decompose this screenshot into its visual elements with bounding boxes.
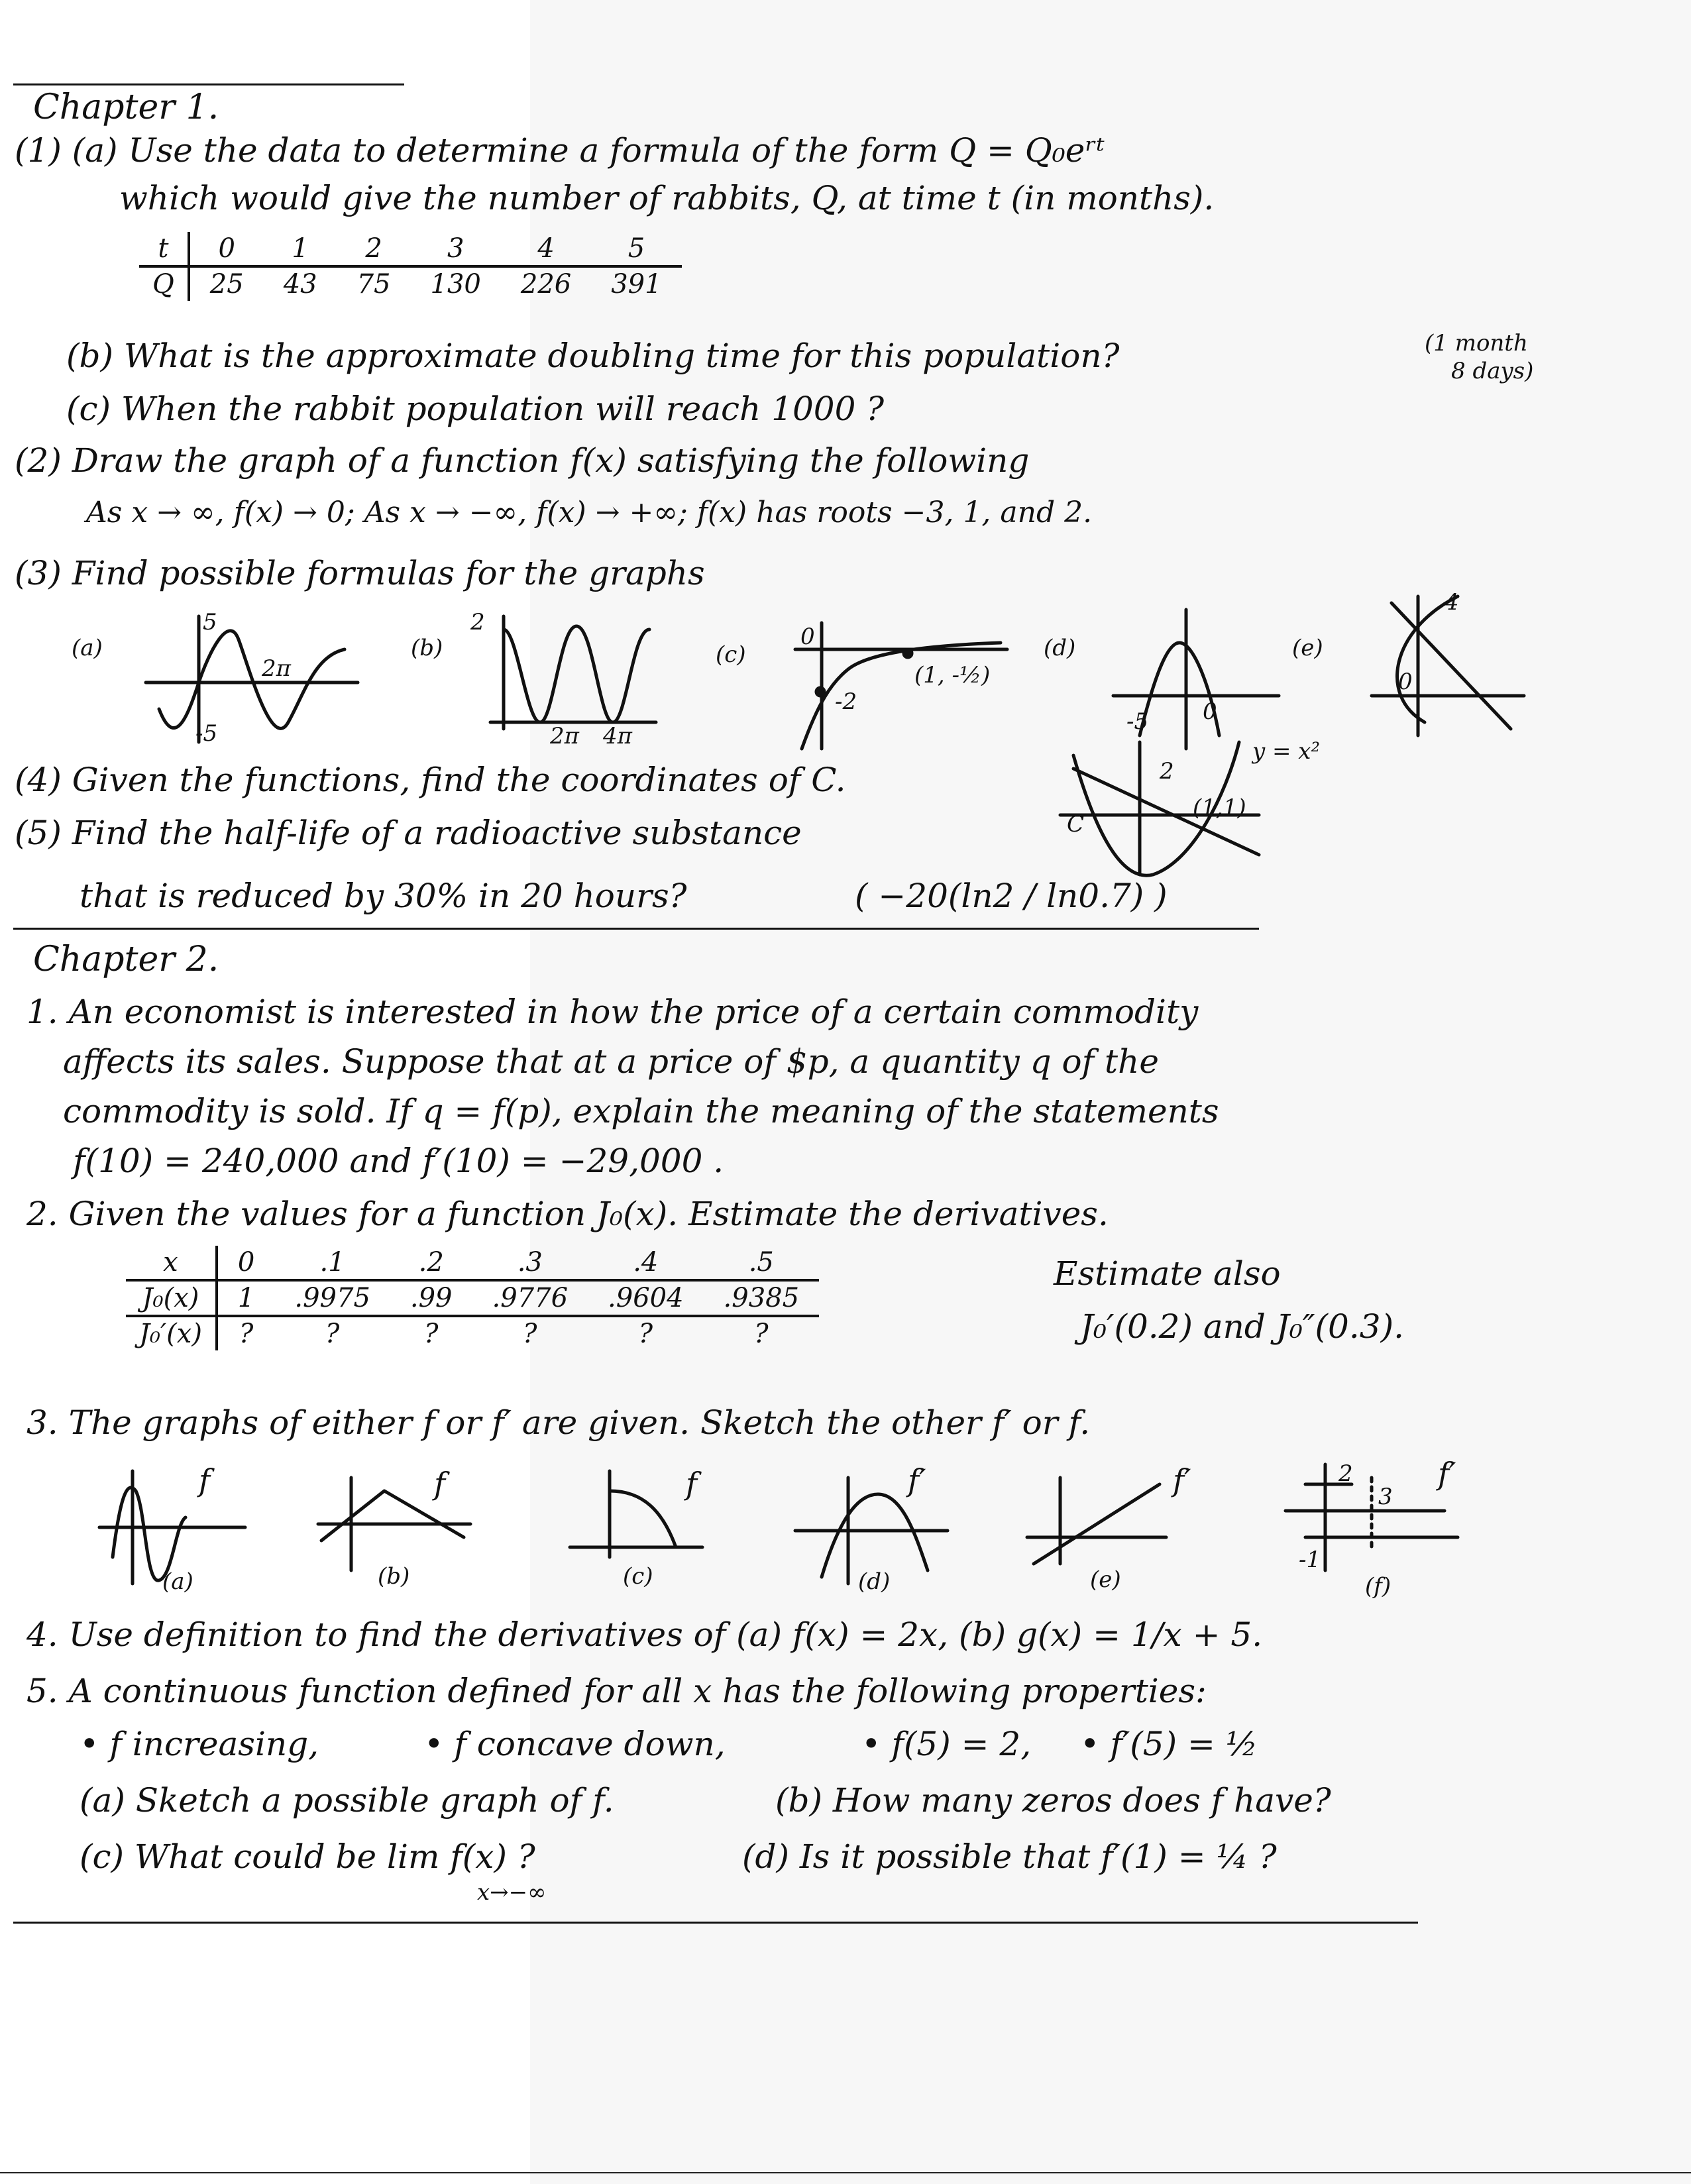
sketch-f-m3: -1 (1299, 1547, 1321, 1573)
graph-e (1365, 583, 1537, 742)
sketch-a-caption: (a) (162, 1568, 193, 1595)
c2-q5-prop: • f increasing, (80, 1725, 319, 1763)
sketch-d-caption: (d) (858, 1568, 891, 1595)
q-value: 75 (356, 269, 391, 300)
q1a-line1: (1) (a) Use the data to determine a formula of the form Q = Q₀eʳᵗ (15, 131, 1105, 170)
graph-d-right: 0 (1203, 698, 1217, 725)
jp-value: ? (239, 1319, 254, 1349)
sketch-c-curve (610, 1491, 676, 1547)
j-value: 1 (217, 1280, 274, 1316)
j-value: .99 (390, 1280, 472, 1316)
sketch-e (1020, 1462, 1206, 1593)
x-value: .2 (390, 1246, 472, 1280)
q5-line2: that is reduced by 30% in 20 hours? (80, 877, 687, 915)
q-value: 43 (283, 269, 317, 300)
graph-a-top: 5 (203, 609, 217, 635)
sketch-f-caption: (f) (1365, 1573, 1391, 1600)
graph-c-curve (802, 643, 1001, 749)
t-value: 0 (189, 232, 264, 266)
c2-q5c-sub: x→−∞ (477, 1879, 547, 1906)
jp-value: ? (638, 1319, 653, 1349)
q-label: Q (139, 266, 189, 301)
c2-q5-prop: • f(5) = 2, (861, 1725, 1032, 1763)
q-value: 25 (209, 269, 244, 300)
q1c: (c) When the rabbit population will reach 1000 ? (66, 390, 885, 428)
q1b-answer-2: 8 days) (1451, 358, 1534, 384)
c2-q1-line3: commodity is sold. If q = f(p), explain the meaning of the statements (63, 1092, 1219, 1130)
x-value: .3 (472, 1246, 588, 1280)
q-value: 130 (430, 269, 481, 300)
q4: (4) Given the functions, find the coordinates of C. (15, 761, 846, 799)
sketch-b-func: f (434, 1466, 446, 1502)
j-value: .9385 (704, 1280, 820, 1316)
j-value: .9975 (274, 1280, 390, 1316)
graph-a (146, 610, 364, 749)
q-value: 391 (611, 269, 662, 300)
q1b: (b) What is the approximate doubling time for this population? (66, 337, 1120, 375)
sketch-f-m2: 3 (1378, 1484, 1393, 1510)
scan-edge-line (0, 2172, 1691, 2173)
c2-q5-prop: • f′(5) = ½ (1080, 1725, 1258, 1763)
graph-c-label: (c) (716, 641, 746, 668)
sketch-a (99, 1462, 265, 1595)
q4-mark: 2 (1160, 758, 1174, 785)
sketch-b (311, 1464, 484, 1590)
sketch-e-curve (1034, 1484, 1160, 1564)
t-value: 4 (501, 232, 591, 266)
sketch-f (1272, 1456, 1484, 1600)
x-value: 0 (217, 1246, 274, 1280)
q2-line2: As x → ∞, f(x) → 0; As x → −∞, f(x) → +∞; f(x) has roots −3, 1, and 2. (86, 496, 1093, 529)
graph-b-mark2: 4π (603, 723, 632, 749)
sketch-e-caption: (e) (1090, 1566, 1121, 1593)
graph-d-label: (d) (1044, 635, 1076, 661)
bessel-data-table (126, 1246, 819, 1350)
sketch-f-func: f′ (1438, 1456, 1456, 1492)
c2-q2-also-1: Estimate also (1054, 1254, 1281, 1293)
sketch-c (570, 1464, 736, 1590)
chapter1-heading: Chapter 1. (33, 87, 219, 127)
sketch-b-caption: (b) (378, 1563, 410, 1590)
c2-q2-line1: 2. Given the values for a function J₀(x). Estimate the derivatives. (27, 1195, 1109, 1233)
c2-q5c: (c) What could be lim f(x) ? (80, 1837, 535, 1876)
c2-q1-line4: f(10) = 240,000 and f′(10) = −29,000 . (73, 1142, 724, 1180)
c2-q5d: (d) Is it possible that f′(1) = ¼ ? (742, 1837, 1277, 1876)
q5-line1: (5) Find the half-life of a radioactive substance (15, 814, 802, 852)
graph-a-mark: 2π (262, 655, 291, 682)
graph-b (464, 603, 663, 749)
graph-c-point-dot (904, 649, 912, 657)
q5-answer: ( −20(ln2 / ln0.7) ) (855, 877, 1168, 915)
sketch-a-curve (113, 1488, 186, 1580)
x-value: .4 (588, 1246, 704, 1280)
t-value: 2 (337, 232, 411, 266)
chapter2-heading: Chapter 2. (33, 940, 219, 979)
c2-q1-line1: 1. An economist is interested in how the price of a certain commodity (27, 993, 1199, 1031)
graph-e-label: (e) (1292, 635, 1323, 661)
sketch-a-func: f (199, 1462, 211, 1498)
q4-graph (1060, 729, 1338, 881)
x-label: x (126, 1246, 217, 1280)
top-rule (13, 83, 404, 85)
c2-q5b: (b) How many zeros does f have? (775, 1781, 1331, 1820)
graph-e-top: 4 (1445, 589, 1459, 616)
c2-q5-line1: 5. A continuous function defined for all x has the following properties: (27, 1672, 1207, 1710)
jp-label: J₀′(x) (126, 1316, 217, 1350)
q4-point: (1,1) (1193, 794, 1246, 821)
graph-b-curve (504, 626, 649, 722)
c2-q5a: (a) Sketch a possible graph of f. (80, 1781, 614, 1820)
graph-a-bottom: -5 (195, 720, 218, 747)
graph-b-top: 2 (470, 609, 485, 635)
sketch-d-curve (822, 1494, 928, 1577)
sketch-f-m1: 2 (1338, 1460, 1353, 1487)
q2-line1: (2) Draw the graph of a function f(x) satisfying the following (15, 441, 1030, 480)
q4-curve-label: y = x² (1252, 738, 1321, 765)
t-value: 5 (591, 232, 681, 266)
sketch-c-func: f (686, 1466, 698, 1502)
graph-c (782, 610, 1034, 755)
graph-c-yint-dot (816, 688, 824, 696)
c2-q2-also-2: J₀′(0.2) and J₀″(0.3). (1080, 1307, 1404, 1346)
q-value: 226 (520, 269, 572, 300)
graph-b-label: (b) (411, 635, 443, 661)
c2-q3: 3. The graphs of either f or f′ are given. Sketch the other f′ or f. (27, 1403, 1091, 1442)
c2-q1-line2: affects its sales. Suppose that at a price of $p, a quantity q of the (63, 1042, 1159, 1081)
jp-value: ? (523, 1319, 537, 1349)
sketch-d-func: f′ (908, 1462, 926, 1498)
sketch-e-func: f′ (1173, 1462, 1191, 1498)
graph-a-label: (a) (72, 635, 103, 661)
c2-q5-prop: • f concave down, (424, 1725, 726, 1763)
rabbit-data-table (139, 232, 682, 301)
jp-value: ? (325, 1319, 340, 1349)
t-value: 1 (264, 232, 337, 266)
q1b-answer-1: (1 month (1425, 330, 1528, 356)
jp-value: ? (423, 1319, 439, 1349)
j-value: .9776 (472, 1280, 588, 1316)
sketch-c-caption: (c) (623, 1563, 653, 1590)
jp-value: ? (754, 1319, 769, 1349)
x-value: .5 (704, 1246, 820, 1280)
x-value: .1 (274, 1246, 390, 1280)
j-value: .9604 (588, 1280, 704, 1316)
graph-c-yint: -2 (835, 688, 857, 715)
bottom-rule (13, 1922, 1418, 1924)
chapter-divider (13, 928, 1259, 930)
graph-d-left: -5 (1126, 708, 1149, 735)
graph-c-origin: 0 (800, 624, 815, 650)
graph-b-mark1: 2π (550, 723, 579, 749)
t-value: 3 (411, 232, 501, 266)
graph-c-point: (1, -½) (914, 662, 991, 688)
sketch-d (795, 1462, 967, 1595)
j-label: J₀(x) (126, 1280, 217, 1316)
q3: (3) Find possible formulas for the graphs (15, 554, 705, 592)
c2-q4: 4. Use definition to find the derivatives of (a) f(x) = 2x, (b) g(x) = 1/x + 5. (27, 1615, 1263, 1654)
graph-a-curve (159, 631, 345, 728)
graph-e-origin: 0 (1398, 669, 1413, 695)
q1a-line2: which would give the number of rabbits, Q, at time t (in months). (119, 179, 1215, 217)
q4-point-c: C (1067, 811, 1085, 838)
t-label: t (139, 232, 189, 266)
